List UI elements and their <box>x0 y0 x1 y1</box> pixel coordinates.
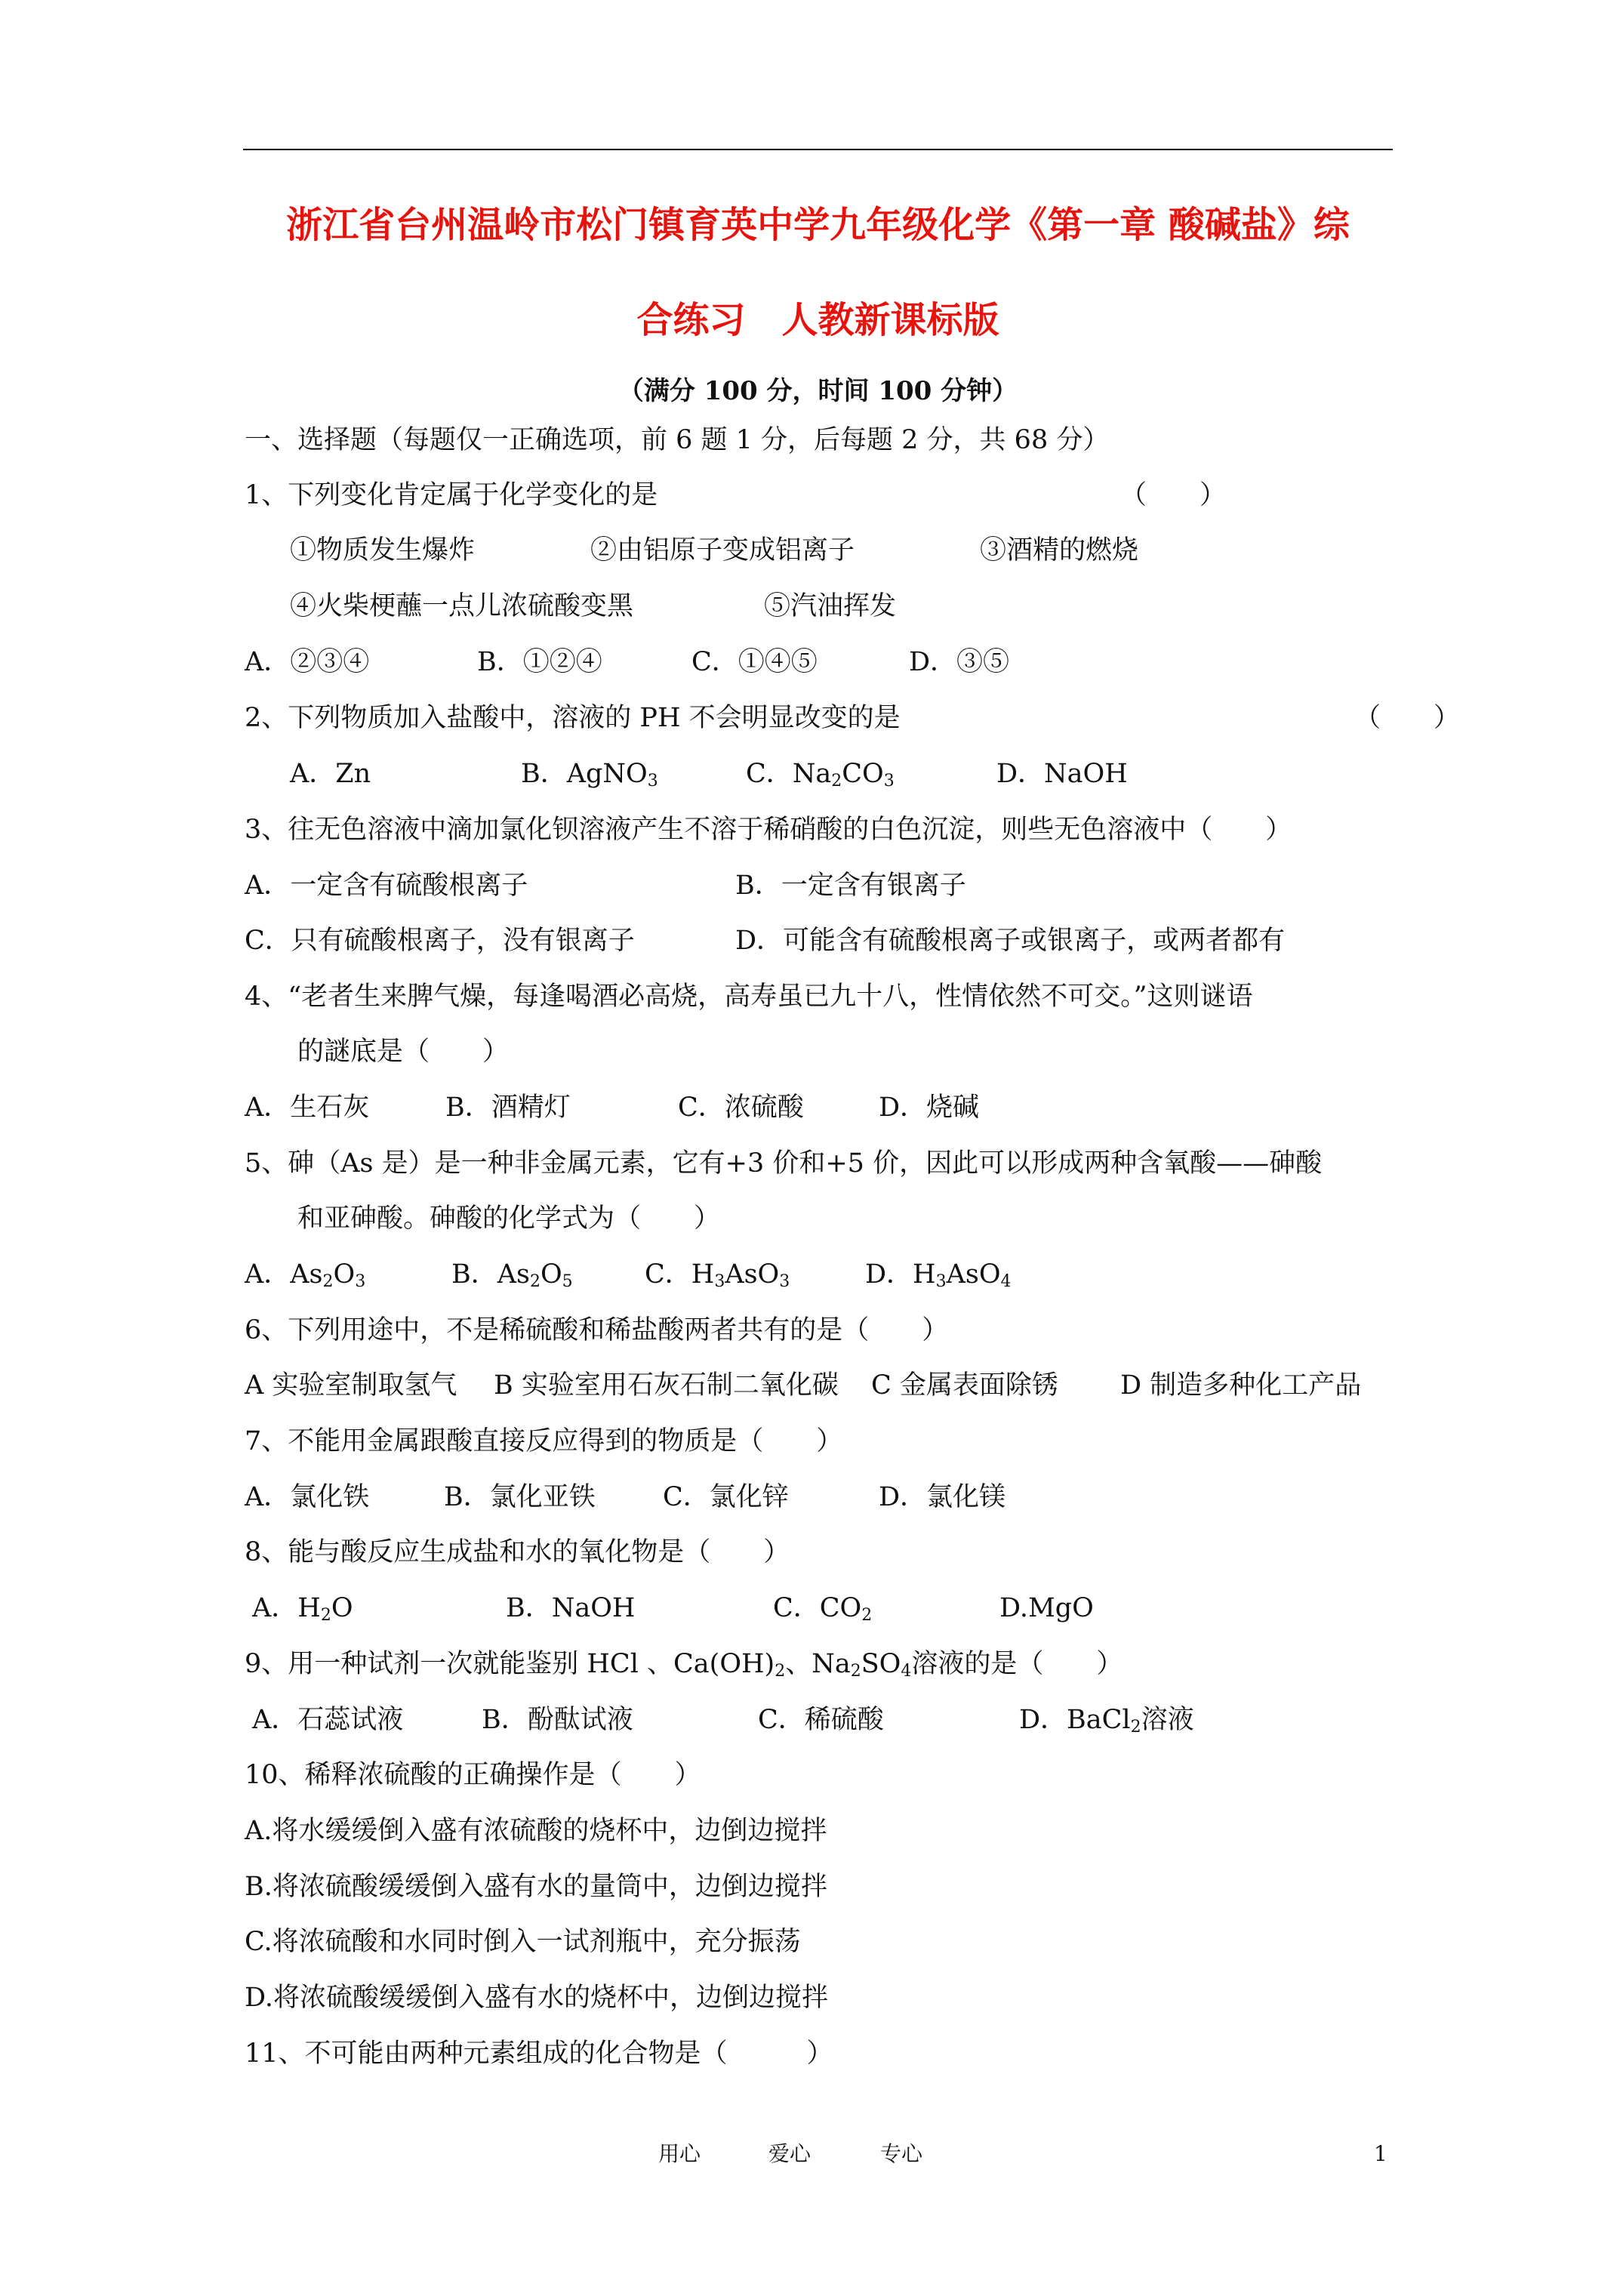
question-1 <box>245 478 1483 513</box>
option-b: B．①②④ <box>477 647 602 677</box>
question-7-stem: 7、不能用金属跟酸直接反应得到的物质是（ ） <box>245 1426 843 1456</box>
option-a: A.将水缓缓倒入盛有浓硫酸的烧杯中，边倒边搅拌 <box>245 1816 827 1846</box>
option-a: A．$H_2O$ <box>252 1593 353 1625</box>
option-d: D．可能含有硫酸根离子或银离子，或两者都有 <box>735 926 1286 956</box>
option-b: B．$As_2O_5$ <box>451 1259 573 1291</box>
footer-word: 爱心 <box>768 2141 812 2166</box>
option-b: B.将浓硫酸缓缓倒入盛有水的量筒中，边倒边搅拌 <box>245 1872 827 1902</box>
question-5-stem-line1: 5、砷（As 是）是一种非金属元素，它有+3 价和+5 价，因此可以形成两种含氧酸——砷酸 <box>245 1148 1323 1179</box>
question-11-stem: 11、不可能由两种元素组成的化合物是（ ） <box>245 2039 833 2069</box>
option-c: C．稀硫酸 <box>758 1705 884 1735</box>
option-d: D．烧碱 <box>879 1093 980 1123</box>
item: ②由铝原子变成铝离子 <box>590 535 855 566</box>
option-d: D．BaCl$_2$溶液 <box>1019 1705 1194 1737</box>
item: ③酒精的燃烧 <box>980 535 1139 566</box>
option-c: C．氯化锌 <box>663 1482 789 1512</box>
option-a: A．$As_2O_3$ <box>245 1259 366 1291</box>
option-c: C．$CO_2$ <box>773 1593 873 1625</box>
question-3-stem: 3、往无色溶液中滴加氯化钡溶液产生不溶于稀硝酸的白色沉淀，则些无色溶液中（ ） <box>245 815 1292 845</box>
item: ④火柴梗蘸一点儿浓硫酸变黑 <box>290 591 634 621</box>
option-a: A．氯化铁 <box>245 1482 370 1512</box>
option-d: D.将浓硫酸缓缓倒入盛有水的烧杯中，边倒边搅拌 <box>245 1983 828 2013</box>
option-b: B 实验室用石灰石制二氧化碳 <box>494 1370 839 1401</box>
item: ①物质发生爆炸 <box>290 535 476 566</box>
option-a: A．Zn <box>290 759 371 789</box>
answer-paren: （ ） <box>1354 703 1461 733</box>
question-4-stem-line2: 的謎底是（ ） <box>297 1037 510 1067</box>
question-2-stem: 2、下列物质加入盐酸中，溶液的 PH 不会明显改变的是 <box>245 703 901 733</box>
option-d: D．$H_3AsO_4$ <box>865 1259 1012 1291</box>
option-c: C．①④⑤ <box>691 647 818 677</box>
option-a: A．生石灰 <box>245 1093 370 1123</box>
option-a: A．②③④ <box>245 647 370 677</box>
page-number: 1 <box>1374 2141 1387 2166</box>
option-a: A．石蕊试液 <box>252 1705 404 1735</box>
option-d: D．氯化镁 <box>879 1482 1006 1512</box>
question-1-stem: 1、下列变化肯定属于化学变化的是 <box>245 480 658 510</box>
option-c: C．$H_3AsO_3$ <box>645 1259 790 1291</box>
option-d: D.MgO <box>999 1593 1094 1623</box>
question-5-stem-line2: 和亚砷酸。砷酸的化学式为（ ） <box>297 1203 721 1234</box>
option-d: D．NaOH <box>996 759 1128 789</box>
option-b: B．NaOH <box>506 1593 636 1623</box>
answer-paren: （ ） <box>1120 480 1227 510</box>
score-time-note: （满分 100 分，时间 100 分钟） <box>617 376 1018 406</box>
option-a: A 实验室制取氢气 <box>245 1370 457 1401</box>
section-heading: 一、选择题（每题仅一正确选项，前 6 题 1 分，后每题 2 分，共 68 分） <box>245 425 1110 455</box>
option-b: B．AgNO$_3$ <box>521 759 658 791</box>
option-c: C．$Na_2CO_3$ <box>746 759 895 791</box>
option-b: B．一定含有银离子 <box>735 871 966 901</box>
option-b: B．酚酞试液 <box>482 1705 633 1735</box>
option-c: C．浓硫酸 <box>678 1093 804 1123</box>
question-10-stem: 10、稀释浓硫酸的正确操作是（ ） <box>245 1760 701 1790</box>
option-d: D．③⑤ <box>909 647 1010 677</box>
item: ⑤汽油挥发 <box>764 591 897 621</box>
question-8-stem: 8、能与酸反应生成盐和水的氧化物是（ ） <box>245 1537 790 1567</box>
document-title-line1: 浙江省台州温岭市松门镇育英中学九年级化学《第一章 酸碱盐》综 <box>286 204 1350 246</box>
question-4-stem-line1: 4、“老者生来脾气燥，每逢喝酒必高烧，高寿虽已九十八，性情依然不可交。”这则谜语 <box>245 982 1253 1012</box>
question-9-stem: 9、用一种试剂一次就能鉴别 HCl 、$Ca(OH)_2$、$Na_2SO_4$溶液的是（ ） <box>245 1649 1123 1681</box>
option-b: B．氯化亚铁 <box>444 1482 596 1512</box>
header-rule <box>243 149 1393 150</box>
option-d: D 制造多种化工产品 <box>1120 1370 1362 1401</box>
question-6-stem: 6、下列用途中，不是稀硫酸和稀盐酸两者共有的是（ ） <box>245 1315 949 1345</box>
document-title-line2: 合练习 人教新课标版 <box>636 299 999 341</box>
footer-word: 用心 <box>658 2141 701 2166</box>
option-c: C.将浓硫酸和水同时倒入一试剂瓶中，充分振荡 <box>245 1927 801 1957</box>
option-c: C 金属表面除锈 <box>871 1370 1058 1401</box>
option-b: B．酒精灯 <box>445 1093 571 1123</box>
question-2 <box>245 701 1483 735</box>
footer-word: 专心 <box>880 2141 923 2166</box>
option-c: C．只有硫酸根离子，没有银离子 <box>245 926 635 956</box>
option-a: A．一定含有硫酸根离子 <box>245 871 528 901</box>
